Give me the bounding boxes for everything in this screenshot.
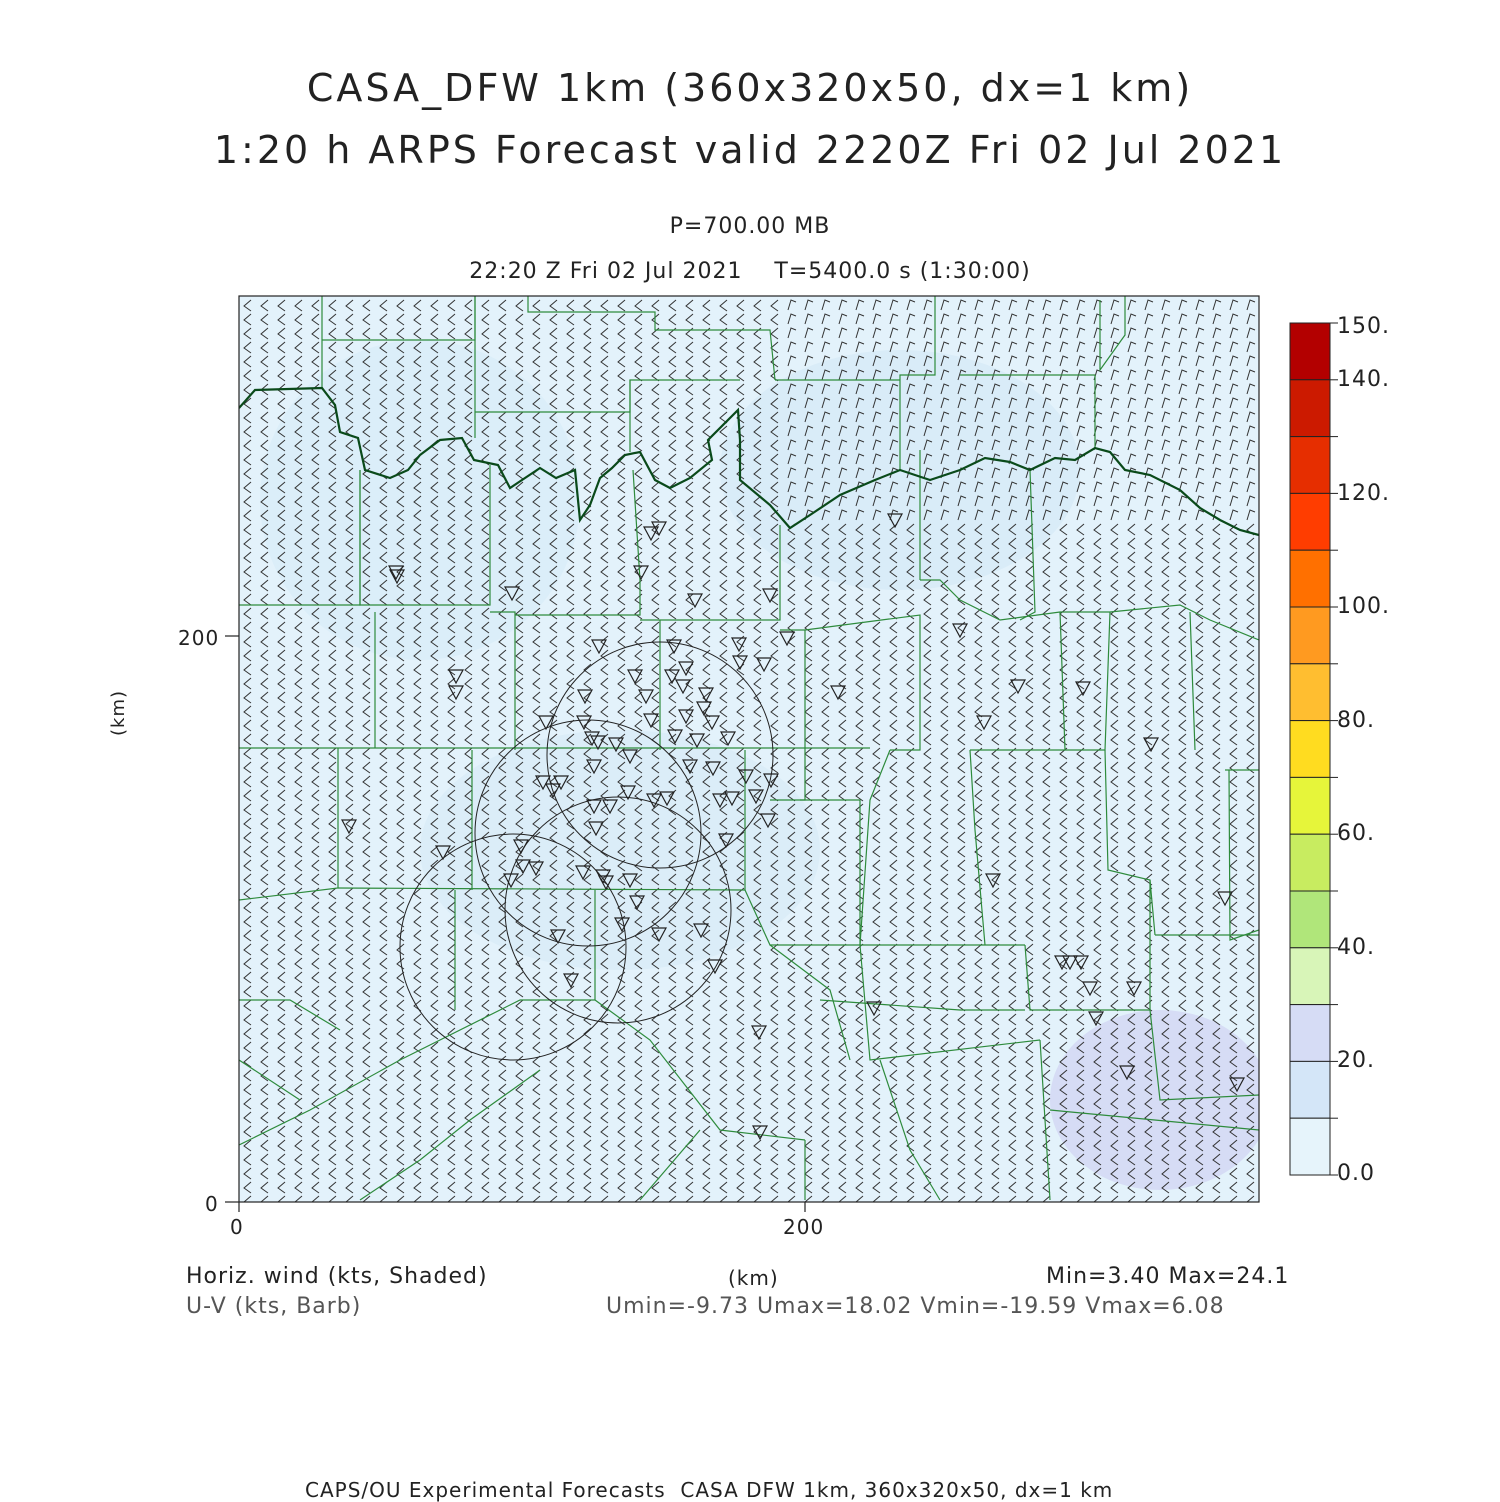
colorbar-label-100: 100.: [1337, 594, 1390, 619]
x-tick-0: 0: [230, 1215, 244, 1239]
x-tick-200: 200: [783, 1215, 825, 1239]
legend-field-shaded: Horiz. wind (kts, Shaded): [186, 1264, 488, 1289]
colorbar-swatch: [1290, 777, 1330, 834]
colorbar-swatch: [1290, 1005, 1330, 1062]
colorbar-swatch: [1290, 550, 1330, 607]
legend-uv-range: Umin=-9.73 Umax=18.02 Vmin=-19.59 Vmax=6.08: [606, 1294, 1225, 1319]
legend-minmax: Min=3.40 Max=24.1: [1046, 1264, 1290, 1289]
colorbar-label-150: 150.: [1337, 314, 1390, 339]
colorbar-swatch: [1290, 1118, 1330, 1175]
colorbar-label-60: 60.: [1337, 821, 1375, 846]
colorbar-swatch: [1290, 1061, 1330, 1118]
time-label: 22:20 Z Fri 02 Jul 2021 T=5400.0 s (1:30:00): [469, 259, 1031, 284]
colorbar-label-0: 0.0: [1337, 1161, 1375, 1186]
chart-title-line2: 1:20 h ARPS Forecast valid 2220Z Fri 02 Jul 2021: [213, 128, 1287, 172]
colorbar-swatch: [1290, 721, 1330, 778]
colorbar-swatch: [1290, 380, 1330, 437]
y-tick-200: 200: [178, 626, 220, 650]
colorbar-label-140: 140.: [1337, 367, 1390, 392]
colorbar-label-20: 20.: [1337, 1048, 1375, 1073]
colorbar-swatch: [1290, 948, 1330, 1005]
x-axis-label: (km): [728, 1266, 779, 1290]
colorbar: [1290, 323, 1338, 1175]
level-label: P=700.00 MB: [669, 214, 831, 239]
y-axis-label: (km): [108, 689, 129, 736]
chart-title-line1: CASA_DFW 1km (360x320x50, dx=1 km): [306, 66, 1194, 110]
colorbar-label-80: 80.: [1337, 708, 1375, 733]
colorbar-label-120: 120.: [1337, 481, 1390, 506]
colorbar-label-40: 40.: [1337, 935, 1375, 960]
colorbar-swatch: [1290, 323, 1330, 380]
colorbar-swatch: [1290, 437, 1330, 494]
colorbar-swatch: [1290, 607, 1330, 664]
legend-field-barb: U-V (kts, Barb): [186, 1294, 362, 1319]
colorbar-swatch: [1290, 664, 1330, 721]
y-tick-0: 0: [205, 1192, 219, 1216]
colorbar-swatch: [1290, 493, 1330, 550]
colorbar-swatch: [1290, 834, 1330, 891]
footer-credit: CAPS/OU Experimental Forecasts CASA DFW 1km, 360x320x50, dx=1 km: [305, 1478, 1114, 1502]
colorbar-swatch: [1290, 891, 1330, 948]
